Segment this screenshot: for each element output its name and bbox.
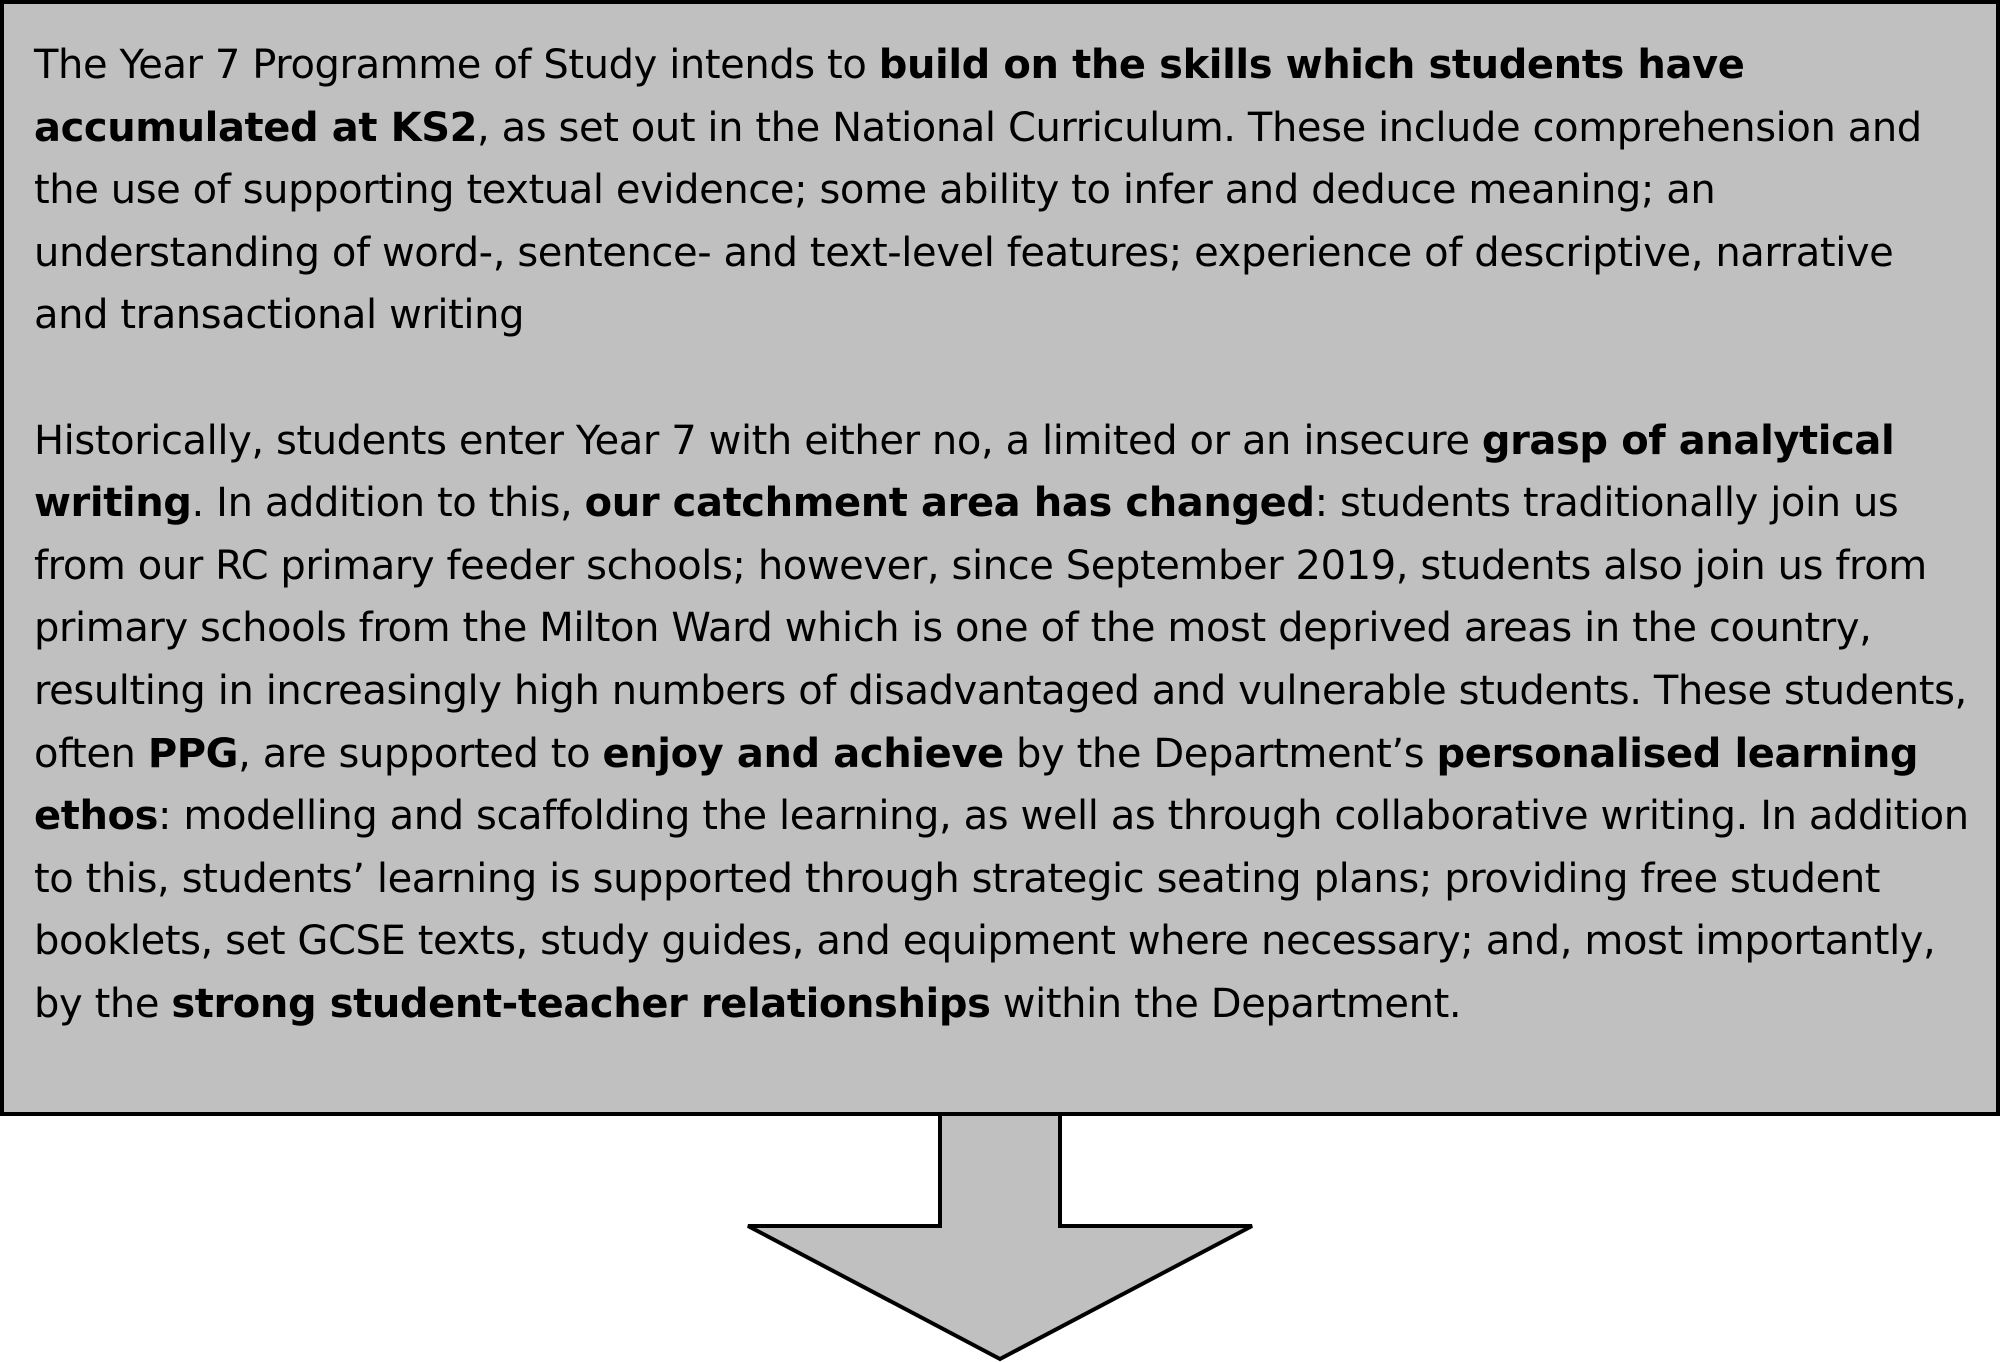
- emphasis-segment: PPG: [147, 730, 239, 777]
- emphasis-segment: enjoy and achieve: [602, 730, 1004, 777]
- text-segment: : students traditionally join us from our RC primary feeder schools; however, since September 2019, students also join us from primary schools from the Milton Ward which is one of the most deprived areas in the country, resulting in increasingly high numbers of disadvantaged and vulnerable students. These students, often: [34, 480, 1967, 777]
- emphasis-segment: personalised learning ethos: [34, 730, 1919, 840]
- text-segment: Historically, students enter Year 7 with either no, a limited or an insecure: [34, 417, 1482, 464]
- emphasis-segment: our catchment area has changed: [584, 480, 1315, 527]
- text-segment: , as set out in the National Curriculum. These include comprehension and the use of supporting textual evidence; some ability to infer and deduce meaning; an understanding of word-, sentence- and text-level features; experience of descriptive, narrative and transactional writing: [34, 104, 1922, 339]
- text-segment: : modelling and scaffolding the learning, as well as through collaborative writing. In addition to this, students’ learning is supported through strategic seating plans; providing free student booklets, set GCSE texts, study guides, and equipment where necessary; and, most importantly, by the: [34, 793, 1969, 1027]
- callout-paragraph: [34, 410, 1970, 1036]
- emphasis-segment: grasp of analytical writing: [34, 417, 1895, 527]
- text-segment: . In addition to this,: [191, 480, 585, 527]
- callout-paragraph: [34, 34, 1970, 347]
- emphasis-segment: build on the skills which students have accumulated at KS2: [34, 42, 1745, 151]
- text-segment: within the Department.: [990, 980, 1462, 1027]
- text-segment: The Year 7 Programme of Study intends to: [34, 42, 879, 88]
- text-segment: , are supported to: [238, 730, 603, 777]
- down-arrow-shape: [748, 1114, 1252, 1359]
- emphasis-segment: strong student-teacher relationships: [171, 980, 991, 1027]
- text-segment: by the Department’s: [1003, 730, 1437, 777]
